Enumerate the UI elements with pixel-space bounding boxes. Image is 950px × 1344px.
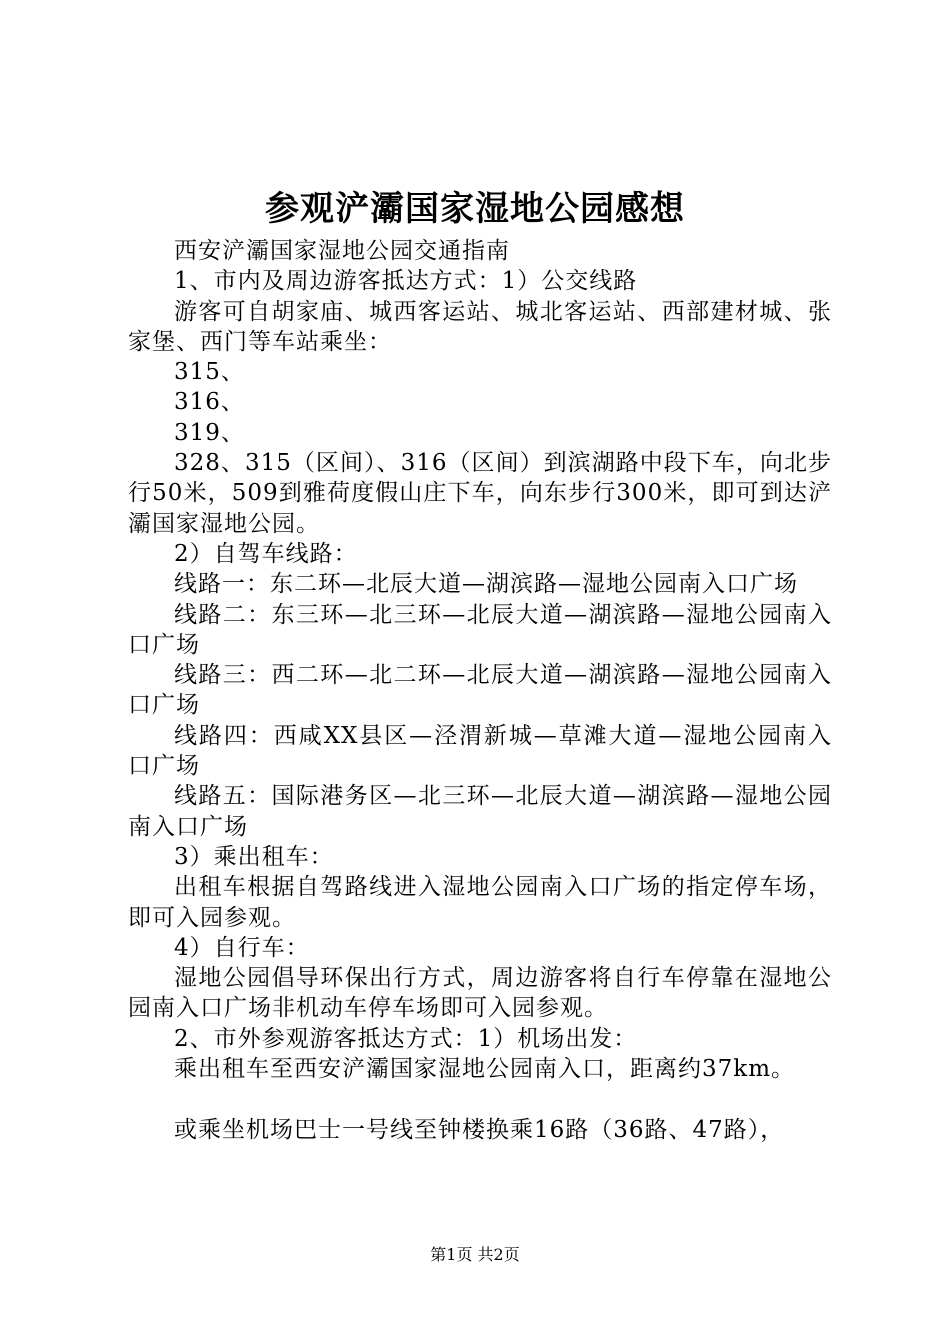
paragraph: 线路一：东二环—北辰大道—湖滨路—湿地公园南入口广场	[174, 571, 798, 598]
paragraph: 西安浐灞国家湿地公园交通指南	[174, 238, 510, 264]
paragraph: 4）自行车：	[174, 934, 310, 961]
paragraph: 线路三：西二环—北二环—北辰大道—湖滨路—湿地公园南入口广场	[128, 662, 832, 719]
paragraph: 湿地公园倡导环保出行方式，周边游客将自行车停靠在湿地公园南入口广场非机动车停车场即可入园参观。	[128, 965, 832, 1022]
paragraph: 2、市外参观游客抵达方式：1）机场出发：	[174, 1025, 638, 1052]
paragraph: 316、	[174, 389, 245, 416]
paragraph: 线路四：西咸XX县区—泾渭新城—草滩大道—湿地公园南入口广场	[128, 722, 832, 780]
paragraph: 线路二：东三环—北三环—北辰大道—湖滨路—湿地公园南入口广场	[128, 601, 832, 658]
page-footer: 第1页 共2页	[430, 1245, 520, 1264]
paragraph: 3）乘出租车：	[174, 843, 334, 870]
document-body	[128, 236, 832, 1146]
paragraph: 1、市内及周边游客抵达方式：1）公交线路	[174, 268, 638, 295]
paragraph: 328、315（区间）、316（区间）到滨湖路中段下车，向北步行50米，509到雅荷度假山庄下车，向东步行300米，即可到达浐灞国家湿地公园。	[128, 450, 832, 537]
paragraph: 319、	[174, 419, 245, 446]
paragraph: 乘出租车至西安浐灞国家湿地公园南入口，距离约37km。	[174, 1056, 796, 1083]
paragraph: 315、	[174, 359, 245, 386]
paragraph: 游客可自胡家庙、城西客运站、城北客运站、西部建材城、张家堡、西门等车站乘坐：	[128, 298, 832, 355]
paragraph: 出租车根据自驾路线进入湿地公园南入口广场的指定停车场，即可入园参观。	[128, 874, 832, 931]
document-title: 参观浐灞国家湿地公园感想	[265, 189, 685, 229]
paragraph: 或乘坐机场巴士一号线至钟楼换乘16路（36路、47路），	[174, 1117, 785, 1144]
paragraph: 线路五：国际港务区—北三环—北辰大道—湖滨路—湿地公园南入口广场	[128, 783, 832, 840]
paragraph: 2）自驾车线路：	[174, 540, 358, 567]
